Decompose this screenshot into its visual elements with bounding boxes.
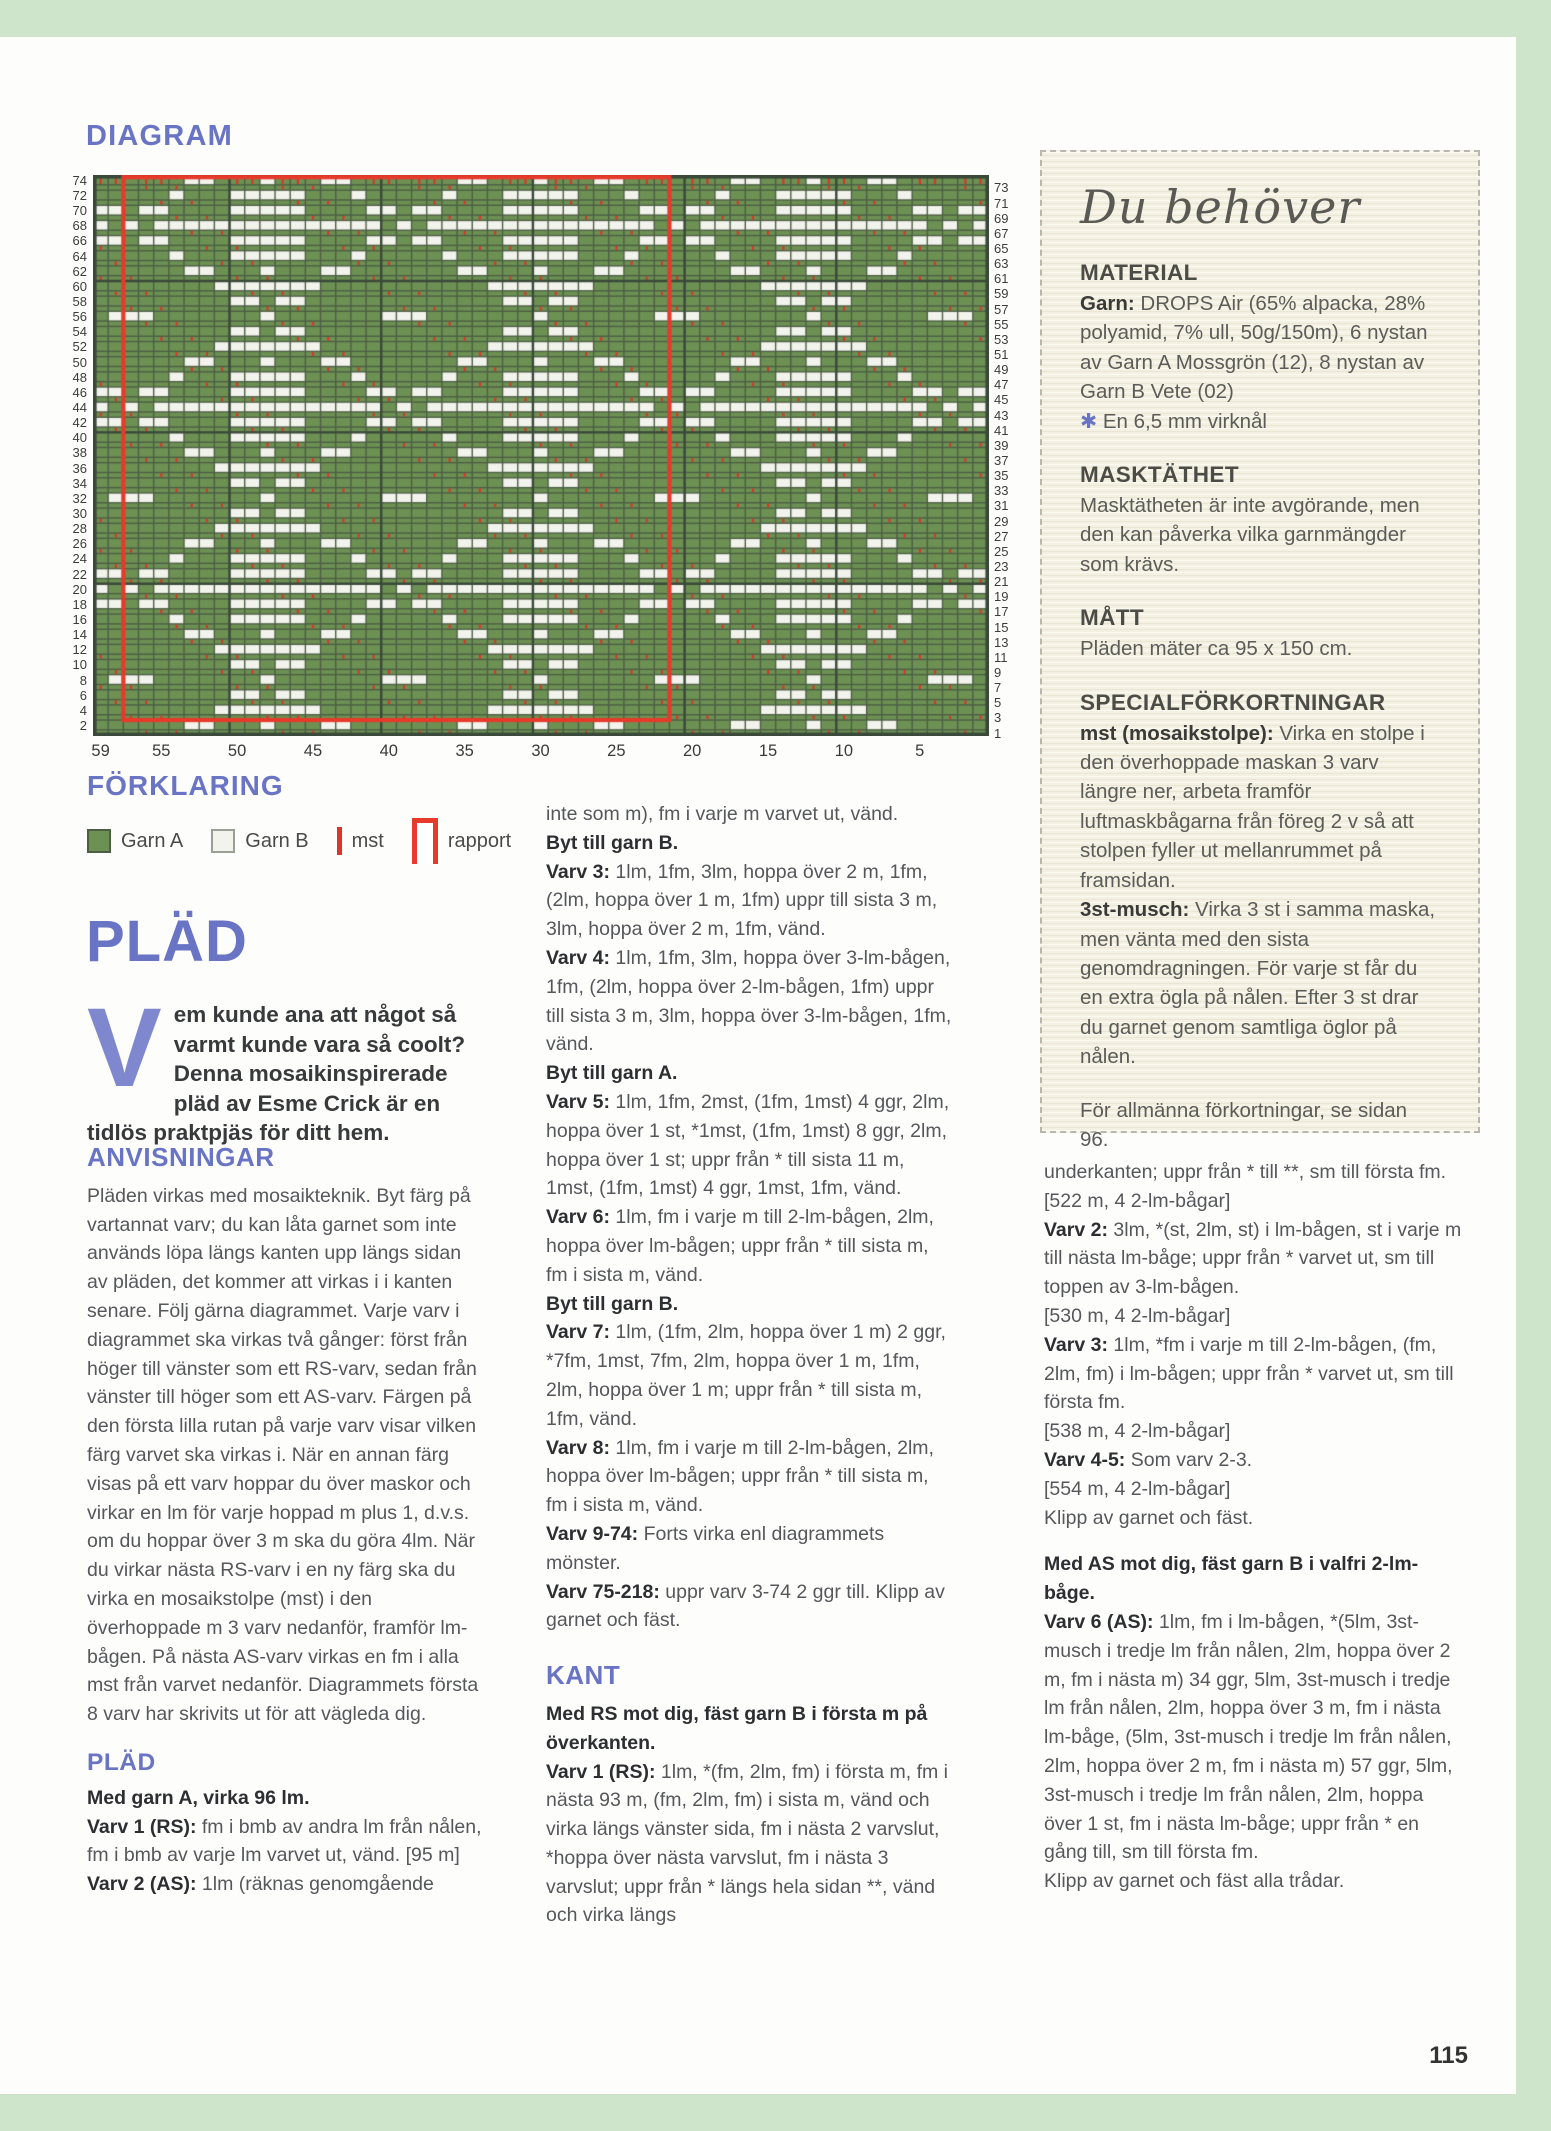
axis-label: 53 bbox=[994, 331, 1009, 347]
axis-label: 47 bbox=[994, 377, 1009, 393]
axis-label: 54 bbox=[72, 324, 87, 340]
page-border-right bbox=[1516, 0, 1551, 2131]
sidebar-title: Du behöver bbox=[1080, 180, 1361, 234]
axis-label: 58 bbox=[72, 294, 87, 310]
axis-label: 14 bbox=[72, 627, 87, 643]
paragraph bbox=[546, 800, 954, 829]
axis-label: 50 bbox=[72, 354, 87, 370]
axis-label: 7 bbox=[994, 680, 1002, 696]
paragraph bbox=[1044, 1331, 1466, 1417]
diagram-heading: DIAGRAM bbox=[86, 120, 233, 152]
section-heading: ANVISNINGAR bbox=[87, 1142, 275, 1172]
axis-label: 45 bbox=[994, 392, 1009, 408]
intro-text: em kunde ana att något så varmt kunde vara så coolt? Denna mosaikinspirerade pläd av Esme Crick är en tidlös praktpjäs för ditt hem. bbox=[87, 1002, 466, 1145]
paragraph bbox=[1080, 895, 1440, 1071]
paragraph bbox=[87, 1182, 484, 1729]
paragraph bbox=[546, 1578, 954, 1636]
text-run: [554 m, 4 2-lm-bågar] bbox=[1044, 1477, 1231, 1500]
axis-label: 13 bbox=[994, 634, 1009, 650]
section-heading: PLÄD bbox=[87, 1748, 156, 1776]
paragraph bbox=[1044, 1158, 1466, 1187]
section-heading: SPECIALFÖRKORTNINGAR bbox=[1080, 689, 1386, 715]
axis-label: 26 bbox=[72, 536, 87, 552]
section-heading: MATERIAL bbox=[1080, 260, 1198, 285]
text-run: underkanten; uppr från * till **, sm till första fm. bbox=[1044, 1161, 1447, 1183]
du-behover-sidebar bbox=[1040, 150, 1480, 1151]
text-run: 1lm, fm i varje m till 2-lm-bågen, 2lm, hoppa över lm-bågen; uppr från * till sista m, fm i sista m, vänd. bbox=[546, 1436, 934, 1517]
bold-run: Med RS mot dig, fäst garn B i första m på överkanten. bbox=[546, 1702, 928, 1754]
paragraph bbox=[1044, 1504, 1466, 1533]
text-run: DROPS Air (65% alpacka, 28% polyamid, 7% ull, 50g/150m), 6 nystan av Garn A Mossgrön (12), 8 nystan av Garn B Vete (02) bbox=[1080, 292, 1428, 404]
axis-label: 28 bbox=[72, 521, 87, 537]
paragraph bbox=[1080, 289, 1440, 407]
legend-label: Garn B bbox=[245, 829, 309, 852]
axis-label: 18 bbox=[72, 596, 87, 612]
axis-label: 19 bbox=[994, 589, 1009, 605]
axis-label: 31 bbox=[994, 498, 1009, 514]
bold-run: Varv 7: bbox=[546, 1321, 610, 1344]
axis-label: 33 bbox=[994, 483, 1009, 499]
text-run: [538 m, 4 2-lm-bågar] bbox=[1044, 1420, 1231, 1443]
bold-run: Med garn A, virka 96 lm. bbox=[87, 1786, 310, 1809]
text-column-3 bbox=[1044, 1158, 1466, 1896]
text-run: Klipp av garnet och fäst alla trådar. bbox=[1044, 1870, 1345, 1893]
axis-label: 73 bbox=[994, 180, 1009, 196]
axis-label: 1 bbox=[994, 725, 1002, 741]
legend-label: Garn A bbox=[121, 829, 184, 852]
paragraph bbox=[1044, 1302, 1466, 1331]
axis-label: 55 bbox=[994, 316, 1009, 332]
article-title: PLÄD bbox=[86, 909, 248, 974]
text-run: Masktätheten är inte avgörande, men den kan påverka vilka garnmängder som krävs. bbox=[1080, 494, 1420, 576]
text-run: 1lm, fm i varje m till 2-lm-bågen, 2lm, hoppa över lm-bågen; uppr från * till sista m, fm i sista m, vänd. bbox=[546, 1206, 934, 1286]
paragraph bbox=[546, 1059, 954, 1088]
axis-label: 46 bbox=[72, 384, 87, 400]
axis-label: 21 bbox=[994, 574, 1009, 590]
garn-b-swatch-icon bbox=[211, 829, 235, 853]
bold-run: Varv 2 (AS): bbox=[87, 1873, 197, 1896]
axis-label: 30 bbox=[531, 742, 550, 760]
bold-run: Varv 1 (RS): bbox=[87, 1815, 197, 1838]
text-run: uppr varv 3-74 2 ggr till. Klipp av garnet och fäst. bbox=[546, 1580, 945, 1632]
section-heading: KANT bbox=[546, 1660, 621, 1691]
axis-label: 50 bbox=[227, 742, 247, 760]
axis-label: 40 bbox=[72, 430, 87, 446]
paragraph bbox=[87, 1870, 484, 1899]
legend-item-garn-b bbox=[211, 829, 308, 853]
text-run: Pläden virkas med mosaikteknik. Byt färg på vartannat varv; du kan låta garnet som inte används löpa längs kanten upp längs sidan av pläden, det kommer att virkas i i kanten senare. Följ gärna diagrammet. Varje varv i diagrammet ska virkas två gånger: först från höger till vänster som ett RS-varv, sedan från vänster till höger som ett AS-varv. Färgen på den första lilla rutan på varje varv visar vilken färg varvet ska virkas i. När en annan färg visas på ett varv hoppar du över maskor och virkar en lm för varje hoppad m plus 1, d.v.s. om du hoppar över 3 m ska du göra 4lm. När du virkar nästa RS-varv i en ny färg ska du virka en mosaikstolpe (mst) i den överhoppade m 3 varv nedanför, framför lm-bågen. På nästa AS-varv virkas en fm i alla mst från varvet nedanför. Diagrammets första 8 varv har skrivits ut för att vägleda dig. bbox=[87, 1184, 479, 1726]
axis-label: 15 bbox=[758, 742, 778, 760]
text-run: Pläden mäter ca 95 x 150 cm. bbox=[1080, 637, 1353, 661]
axis-label: 17 bbox=[994, 604, 1009, 620]
text-run: 1lm, *fm i varje m till 2-lm-bågen, (fm, 2lm, fm) i lm-bågen; uppr från * varvet ut, sm till första fm. bbox=[1044, 1333, 1454, 1414]
bold-run: mst (mosaikstolpe): bbox=[1080, 721, 1274, 745]
bold-run: Byt till garn A. bbox=[546, 1062, 678, 1085]
axis-label: 34 bbox=[72, 475, 87, 491]
paragraph bbox=[546, 858, 954, 944]
bold-run: Varv 6: bbox=[546, 1206, 610, 1229]
accent-run: ✱ bbox=[1080, 409, 1098, 433]
page-border-bottom bbox=[0, 2094, 1551, 2131]
text-run: 1lm, 1fm, 2mst, (1fm, 1mst) 4 ggr, 2lm, hoppa över 1 st, *1mst, (1fm, 1mst) 8 ggr, 2lm, hoppa över 1 st; uppr från * till sista 11 m, 1mst, (1fm, 1mst) 4 ggr, 1mst, 1fm, vänd. bbox=[546, 1090, 950, 1200]
axis-label: 43 bbox=[994, 407, 1009, 423]
paragraph bbox=[1044, 1867, 1466, 1896]
bold-run: Varv 2: bbox=[1044, 1218, 1108, 1241]
bold-run: Varv 4-5: bbox=[1044, 1448, 1126, 1471]
axis-label: 52 bbox=[72, 339, 87, 355]
text-column-2 bbox=[546, 800, 954, 1930]
legend-item-rapport bbox=[412, 818, 511, 864]
paragraph bbox=[1044, 1187, 1466, 1216]
paragraph bbox=[1044, 1608, 1466, 1867]
bold-run: Varv 9-74: bbox=[546, 1522, 639, 1545]
paragraph bbox=[1044, 1216, 1466, 1302]
axis-label: 11 bbox=[994, 649, 1008, 665]
paragraph bbox=[546, 1203, 954, 1289]
text-run: Virka en stolpe i den överhoppade maskan 3 varv längre ner, arbeta framför luftmaskbågarna från föreg 2 v så att stolpen fyller ut mellanrummet på framsidan. bbox=[1080, 721, 1425, 892]
text-run: 1lm, *(fm, 2lm, fm) i första m, fm i nästa 93 m, (fm, 2lm, fm) i sista m, vänd och virka längs vänster sida, fm i nästa 2 varvslut, *hoppa över nästa varvslut, fm i nästa 3 varvslut; uppr från * längs hela sidan **, vänd och virka längs bbox=[546, 1760, 948, 1927]
text-run: 1lm, 1fm, 3lm, hoppa över 3-lm-bågen, 1fm, (2lm, hoppa över 2-lm-bågen, 1fm) uppr till sista 3 m, 3lm, hoppa över 3-lm-bågen, 1fm, vänd. bbox=[546, 946, 952, 1056]
text-run: 3lm, *(st, 2lm, st) i lm-bågen, st i varje m till nästa lm-båge; uppr från * varvet ut, sm till toppen av 3-lm-bågen. bbox=[1044, 1218, 1462, 1299]
bold-run: 3st-musch: bbox=[1080, 898, 1190, 922]
paragraph bbox=[546, 1318, 954, 1433]
axis-label: 29 bbox=[994, 513, 1009, 529]
text-run: En 6,5 mm virknål bbox=[1097, 409, 1267, 433]
page-number: 115 bbox=[1429, 2042, 1468, 2069]
axis-label: 10 bbox=[834, 742, 854, 760]
axis-label: 61 bbox=[994, 271, 1009, 287]
paragraph bbox=[1080, 719, 1440, 895]
article-intro bbox=[87, 985, 487, 1148]
axis-label: 10 bbox=[72, 657, 87, 673]
axis-label: 67 bbox=[994, 225, 1009, 241]
axis-label: 42 bbox=[72, 415, 87, 431]
axis-label: 56 bbox=[72, 309, 87, 325]
axis-label: 30 bbox=[72, 506, 87, 521]
garn-a-swatch-icon bbox=[87, 829, 111, 853]
text-run: 1lm, 1fm, 3lm, hoppa över 2 m, 1fm, (2lm, hoppa över 1 m, 1fm) uppr till sista 3 m, 3lm, hoppa över 2 m, 1fm, vänd. bbox=[546, 860, 938, 941]
legend-item-garn-a bbox=[87, 829, 183, 853]
paragraph bbox=[546, 944, 954, 1059]
axis-label: 39 bbox=[994, 437, 1009, 453]
paragraph bbox=[1080, 1096, 1440, 1155]
paragraph bbox=[1080, 491, 1440, 579]
page-border-top bbox=[0, 0, 1551, 37]
axis-label: 35 bbox=[455, 742, 474, 760]
section-heading: MASKTÄTHET bbox=[1080, 462, 1239, 488]
mst-mark-icon bbox=[337, 827, 342, 855]
paragraph bbox=[1044, 1475, 1466, 1504]
legend-label: mst bbox=[351, 829, 384, 852]
paragraph bbox=[546, 829, 954, 858]
bold-run: Byt till garn B. bbox=[546, 1292, 679, 1315]
bold-run: Byt till garn B. bbox=[546, 831, 679, 854]
axis-label: 35 bbox=[994, 468, 1009, 484]
axis-label: 23 bbox=[994, 558, 1009, 574]
axis-label: 24 bbox=[72, 551, 87, 567]
text-run: För allmänna förkortningar, se sidan 96. bbox=[1080, 1098, 1408, 1151]
paragraph bbox=[546, 1758, 954, 1931]
axis-label: 68 bbox=[72, 218, 87, 234]
section-heading: MÅTT bbox=[1080, 605, 1145, 631]
paragraph bbox=[1044, 1417, 1466, 1446]
legend-item-mst bbox=[337, 827, 384, 855]
axis-label: 41 bbox=[994, 422, 1009, 438]
text-run: Som varv 2-3. bbox=[1125, 1448, 1253, 1471]
bold-run: Garn: bbox=[1080, 292, 1135, 315]
axis-label: 3 bbox=[994, 710, 1002, 726]
bold-run: Varv 6 (AS): bbox=[1044, 1610, 1154, 1633]
text-run: Forts virka enl diagrammets mönster. bbox=[546, 1522, 885, 1574]
axis-label: 36 bbox=[72, 460, 87, 476]
paragraph bbox=[1080, 634, 1440, 663]
text-column-1 bbox=[87, 1143, 484, 1899]
axis-label: 12 bbox=[72, 642, 87, 658]
axis-label: 5 bbox=[994, 695, 1002, 711]
axis-label: 6 bbox=[79, 687, 87, 703]
bold-run: Med AS mot dig, fäst garn B i valfri 2-lm-båge. bbox=[1044, 1553, 1419, 1605]
axis-label: 60 bbox=[72, 278, 87, 294]
axis-label: 25 bbox=[994, 543, 1009, 559]
axis-label: 2 bbox=[79, 717, 87, 733]
spacer bbox=[1080, 1072, 1440, 1096]
axis-label: 4 bbox=[79, 702, 87, 718]
paragraph bbox=[1044, 1550, 1466, 1608]
axis-label: 25 bbox=[607, 742, 626, 760]
paragraph bbox=[546, 1290, 954, 1319]
paragraph bbox=[546, 1520, 954, 1578]
bold-run: Varv 8: bbox=[546, 1436, 610, 1459]
axis-label: 27 bbox=[994, 528, 1009, 544]
axis-label: 69 bbox=[994, 210, 1009, 226]
paragraph bbox=[546, 1434, 954, 1520]
axis-label: 59 bbox=[91, 742, 110, 760]
axis-label: 63 bbox=[994, 256, 1009, 272]
axis-label: 49 bbox=[994, 362, 1009, 378]
axis-label: 64 bbox=[72, 248, 87, 264]
axis-label: 66 bbox=[72, 233, 87, 249]
spacer bbox=[1044, 1532, 1466, 1550]
bold-run: Varv 3: bbox=[1044, 1333, 1108, 1356]
axis-label: 20 bbox=[72, 581, 87, 597]
axis-label: 8 bbox=[79, 672, 87, 688]
axis-label: 32 bbox=[72, 490, 87, 506]
bold-run: Varv 3: bbox=[546, 860, 610, 883]
paragraph bbox=[87, 1784, 484, 1813]
text-run: [530 m, 4 2-lm-bågar] bbox=[1044, 1304, 1231, 1327]
axis-label: 44 bbox=[72, 400, 87, 416]
drop-cap: V bbox=[87, 985, 162, 1110]
axis-label: 15 bbox=[994, 619, 1009, 635]
bold-run: Varv 4: bbox=[546, 946, 610, 969]
paragraph bbox=[546, 1088, 954, 1203]
text-run: Klipp av garnet och fäst. bbox=[1044, 1506, 1254, 1529]
axis-label: 70 bbox=[72, 203, 87, 219]
axis-label: 22 bbox=[72, 566, 87, 582]
text-run: Virka 3 st i samma maska, men vänta med den sista genomdragningen. För varje st får du en extra ögla på nålen. Efter 3 st drar du garnet genom samtliga öglor på nålen. bbox=[1080, 898, 1436, 1069]
paragraph bbox=[1044, 1446, 1466, 1475]
legend-heading: FÖRKLARING bbox=[87, 770, 284, 801]
chart-grid-canvas bbox=[93, 175, 989, 736]
text-run: fm i bmb av andra lm från nålen, fm i bmb av varje lm varvet ut, vänd. [95 m] bbox=[87, 1815, 482, 1867]
axis-label: 72 bbox=[72, 188, 87, 204]
axis-label: 62 bbox=[72, 263, 87, 279]
bold-run: Varv 75-218: bbox=[546, 1580, 660, 1603]
axis-label: 5 bbox=[915, 742, 925, 760]
bold-run: Varv 1 (RS): bbox=[546, 1760, 656, 1783]
axis-label: 9 bbox=[994, 664, 1002, 680]
text-run: 1lm, fm i lm-bågen, *(5lm, 3st-musch i tredje lm från nålen, 2lm, hoppa över 2 m, fm i nästa m) 34 ggr, 5lm, 3st-musch i tredje lm från nålen, 2lm, hoppa över 3 m, fm i nästa lm-båge, (5lm, 3st-musch i tredje lm från nålen, 2lm, hoppa över 2 m, fm i nästa m) 57 ggr, 5lm, 3st-musch i tredje lm från nålen, 2lm, hoppa över 1 st, fm i nästa lm-båge; uppr från * en gång till, sm till första fm. bbox=[1044, 1610, 1453, 1864]
axis-label: 59 bbox=[994, 286, 1009, 302]
paragraph bbox=[546, 1700, 954, 1758]
axis-label: 38 bbox=[72, 445, 87, 461]
legend-label: rapport bbox=[447, 829, 512, 852]
text-run: 1lm (räknas genomgående bbox=[196, 1873, 434, 1896]
text-run: [522 m, 4 2-lm-bågar] bbox=[1044, 1189, 1231, 1212]
axis-label: 55 bbox=[152, 742, 171, 760]
axis-label: 48 bbox=[72, 369, 87, 385]
sidebar-content bbox=[1080, 260, 1440, 1154]
axis-label: 71 bbox=[994, 195, 1009, 211]
axis-label: 51 bbox=[994, 347, 1009, 363]
text-run: inte som m), fm i varje m varvet ut, vänd. bbox=[546, 803, 899, 825]
axis-label: 16 bbox=[72, 611, 87, 627]
paragraph bbox=[1080, 407, 1440, 436]
axis-label: 37 bbox=[994, 453, 1009, 468]
paragraph bbox=[87, 1813, 484, 1871]
bold-run: Varv 5: bbox=[546, 1090, 610, 1113]
axis-label: 45 bbox=[303, 742, 323, 760]
rapport-frame-icon bbox=[412, 818, 438, 864]
text-run: 1lm, (1fm, 2lm, hoppa över 1 m) 2 ggr, *7fm, 1mst, 7fm, 2lm, hoppa över 1 m, 1fm, 2lm, hoppa över 1 m; uppr från * till sista m, 1fm, vänd. bbox=[546, 1321, 946, 1430]
axis-label: 65 bbox=[994, 241, 1009, 257]
axis-label: 74 bbox=[72, 172, 87, 188]
axis-label: 57 bbox=[994, 301, 1009, 317]
axis-label: 40 bbox=[379, 742, 398, 760]
axis-label: 20 bbox=[683, 742, 702, 760]
